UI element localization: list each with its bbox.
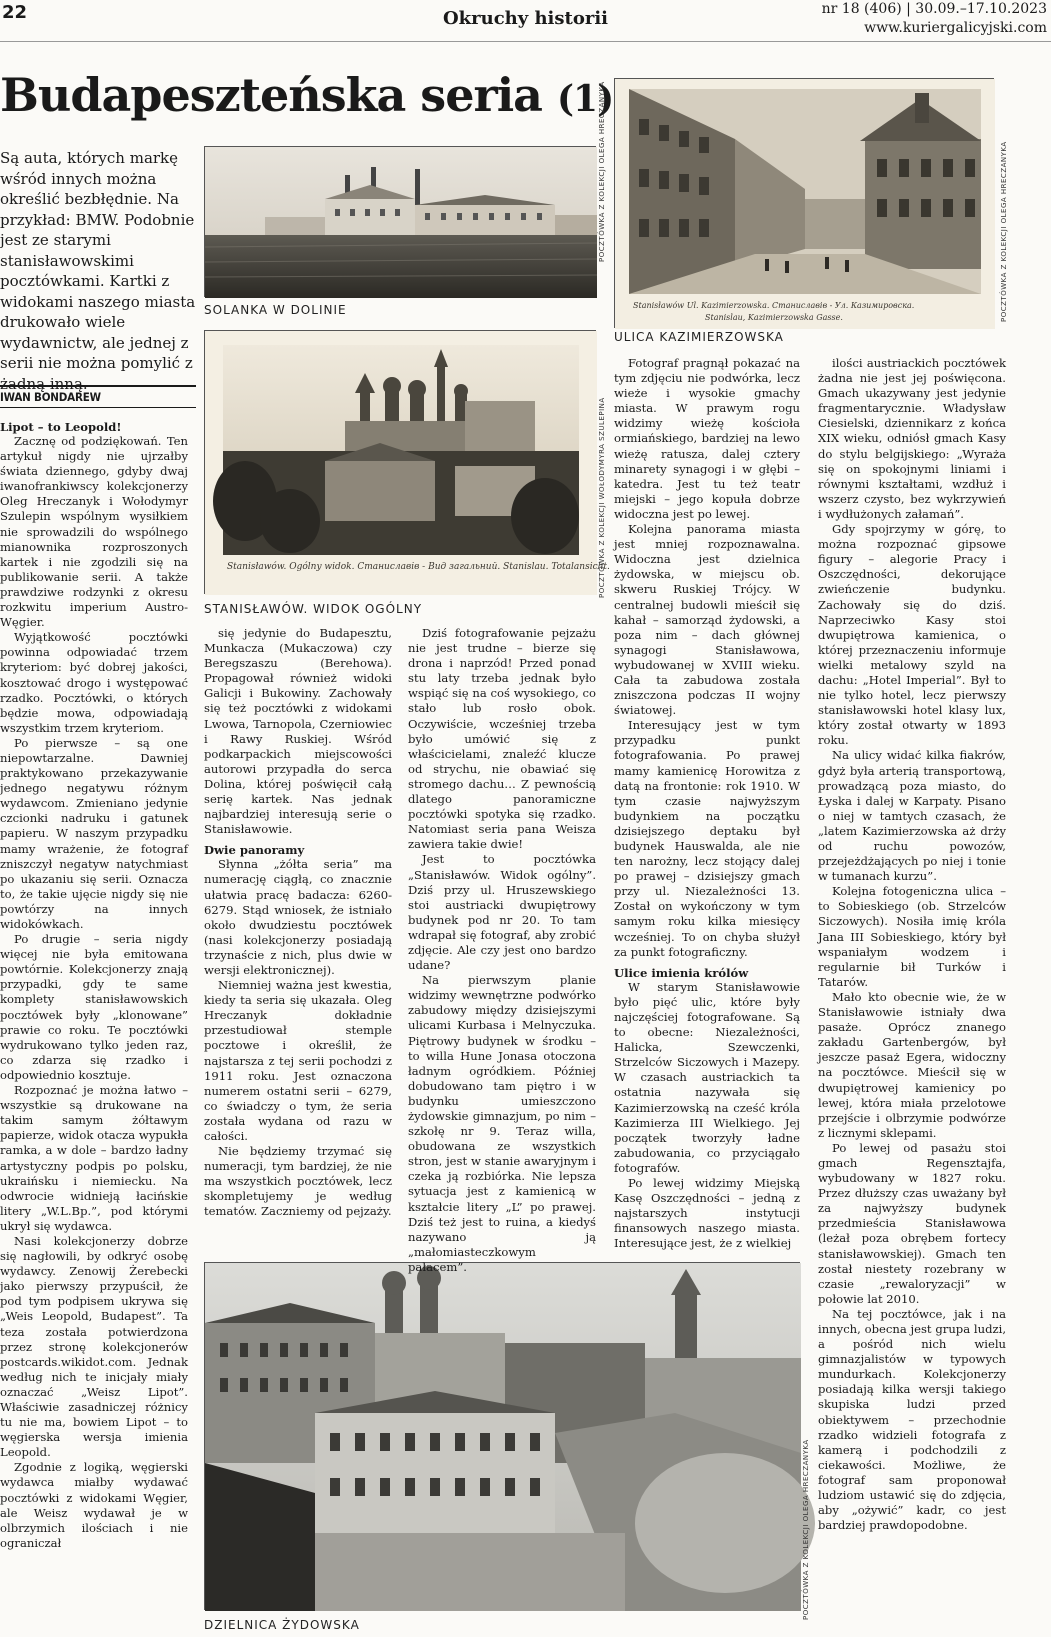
page-number: 22	[2, 2, 28, 23]
caption-dzielnica-zydowska: DZIELNICA ŻYDOWSKA	[204, 1618, 360, 1632]
kazimierzowska-print-line-1: Stanisławów Ul. Kazimierzowska. Станиславів - Ул. Казимировска.	[633, 301, 915, 310]
paragraph: Wyjątkowość pocztówki powinna odpowiadać trzem kryteriom: być dobrej jakości, kosztować drogo i występować rzadko. Pocztówki, o których będzie mowa, odpowiadają wszystkim trzem kryteriom.	[0, 630, 188, 735]
issue-number: nr 18 (406) | 30.09.–17.10.2023	[821, 1, 1047, 17]
column-2	[204, 626, 392, 1256]
subheading-dwie-panoramy: Dwie panoramy	[204, 843, 305, 858]
article-lead: Są auta, których markę wśród innych można określić bezbłędnie. Na przykład: BMW. Podobnie jest ze starymi stanisławowskimi pocztówkami. Kartki z widokami naszego miasta drukowało wiele wydawnictw, ale jednej z serii nie można pomylić z żadną inną.	[0, 149, 196, 393]
widok-print-line: Stanisławów. Ogólny widok. Станиславів - Вид загальний. Stanislau. Totalansicht.	[227, 562, 610, 572]
paragraph: Zgodnie z logiką, węgierski wydawca miałby wydawać pocztówki z widokami Węgier, ale Weisz wydawał je w olbrzymich ilościach i nie ograniczał	[0, 1460, 188, 1550]
paragraph: Na ulicy widać kilka fiakrów, gdyż była arterią transportową, prowadzącą poza miasto, do Łyska i dalej w Karpaty. Pisano o niej w tamtych czasach, że „latem Kazimierzowska aż drży od ruchu powozów, przejeżdżających po niej i tonie w tumanach kurzu”.	[818, 748, 1006, 884]
paragraph: W starym Stanisławowie było pięć ulic, które były najczęściej fotografowane. Są to obecne: Niezależności, Halicka, Szewczenki, Strzelców Siczowych i Mazepy. W czasach austriackich ta ostatnia nazywała się Kazimierzowską na cześć króla Kazimierza III Wielkiego. Jej początek tworzyły ładne zabudowania, co przyciągało fotografów.	[614, 979, 800, 1175]
credit-dzielnica-zydowska: POCZTÓWKA Z KOLEKCJI OLEGA HRECZANYKA	[802, 1439, 810, 1620]
paragraph: Niemniej ważna jest kwestia, kiedy ta seria się ukazała. Oleg Hreczanyk dokładnie przestudiował stemple pocztowe i określił, że najstarsza z tej serii pochodzi z 1911 roku. Jest oznaczona numerem ostatni serii – 6279, co świadczy o tym, że seria została wydana od razu w całości.	[204, 978, 392, 1143]
paragraph: Po drugie – seria nigdy więcej nie była emitowana powtórnie. Kolekcjonerzy znają przypadki, gdy te same komplety stanisławowskich pocztówek były „klonowane” prawie co roku. Te pocztówki wydrukowano tylko jeden raz, co zdarza się rzadko i odpowiednio kosztuje.	[0, 932, 188, 1082]
photo-kazimierzowska-image	[615, 79, 995, 329]
paragraph: się jedynie do Budapesztu, Munkacza (Mukaczowa) czy Beregszaszu (Berehowa). Propagował również widoki Galicji i Bukowiny. Zachowały się też pocztówki z widokami Lwowa, Tarnopola, Czerniowiec i Rawy Ruskiej. Wśród podkarpackich miejscowości autorowi przypadła do serca Dolina, której poświęcił całą serię kartek. Nas jednak najbardziej interesują serie o Stanisławowie.	[204, 626, 392, 837]
paragraph: Na pierwszym planie widzimy wewnętrzne podwórko zabudowy między dzisiejszymi ulicami Kurbasa i Melnyczuka. Piętrowy budynek w środku – to willa Hune Jonasa otoczona ładnym ogródkiem. Później dobudowano tam piętro i w budynku umieszczono żydowskie gimnazjum, po nim – szkołę nr 9. Teraz willa, obudowana ze wszystkich stron, jest w stanie awaryjnym i czeka ją rozbiórka. Nie lepsza sytuacja jest z kamienicą w kształcie litery „L” po prawej. Dziś też jest to ruina, a kiedyś nazywano ją „małomiasteczkowym pałacem”.	[408, 973, 596, 1274]
photo-dzielnica-zydowska	[204, 1262, 800, 1610]
paragraph: Po lewej od pasażu stoi gmach Regensztajfa, wybudowany w 1827 roku. Przez dłuższy czas uważany był za najwyższy budynek przedmieścia Stanisławowa (leżał poza obrębem fortecy stanisławowskiej). Gmach ten został niestety rozebrany w czasie „rewaloryzacji” w połowie lat 2010.	[818, 1140, 1006, 1306]
paragraph: Jest to pocztówka „Stanisławów. Widok ogólny”. Dziś przy ul. Hruszewskiego stoi austriacki dwupiętrowy budynek pod nr 20. To tam wdrapał się fotograf, aby zrobić zdjęcie. Ale czy jest ono bardzo udane?	[408, 852, 596, 973]
subheading-ulice-krolow: Ulice imienia królów	[614, 965, 749, 980]
photo-zydowska-image	[205, 1263, 801, 1611]
paragraph: Zacznę od podziękowań. Ten artykuł nigdy nie ujrzałby świata dziennego, gdyby dwaj iwanofrankiwscy kolekcjonerzy Oleg Hreczanyk i Wołodymyr Szulepin wspólnym wysiłkiem nie sprowadzili do wspólnego mianownika rozproszonych kartek i nie zgodzili się na publikowanie serii. A także prawdziwe rodzynki z okresu rozkwitu imperium Austro-Węgier.	[0, 434, 188, 630]
photo-solanka-image	[205, 147, 597, 298]
paragraph: Gdy spojrzymy w górę, to można rozpoznać gipsowe figury – alegorie Pracy i Oszczędności, dekorujące zwieńczenie budynku. Zachowały się do dziś. Naprzeciwko Kasy stoi dwupiętrowa kamienica, o której przeznaczeniu informuje wielki metalowy szyld na dachu: „Hotel Imperial”. Był to nie tylko hotel, lecz pierwszy stanisławowski hotel klasy lux, który został otwarty w 1893 roku.	[818, 522, 1006, 748]
caption-kazimierzowska: ULICA KAZIMIERZOWSKA	[614, 330, 784, 344]
article-title-suffix: (1)	[557, 78, 614, 120]
caption-solanka: SOLANKA W DOLINIE	[204, 303, 347, 317]
paragraph: Kolejna panorama miasta jest mniej rozpoznawalna. Widoczna jest dzielnica żydowska, w miejscu ob. skweru Ruskiej Trójcy. W centralnej budowli mieścił się kahał – samorząd żydowski, a poza nim – dach głównej synagogi Stanisławowa, wybudowanej w XVIII wieku. Cała ta zabudowa została zniszczona podczas II wojny światowej.	[614, 522, 800, 718]
paragraph: Kolejna fotogeniczna ulica – to Sobieskiego (ob. Strzelców Siczowych). Nosiła imię króla Jana III Sobieskiego, który był wspaniałym wodzem i regularnie bił Turków i Tatarów.	[818, 884, 1006, 989]
article-title	[0, 68, 613, 122]
paragraph: Fotograf pragnął pokazać na tym zdjęciu nie podwórka, lecz wieże i wysokie gmachy miasta. W prawym rogu widzimy wieżę kościoła ormiańskiego, bardziej na lewo wieżę ratusza, dalej cztery minarety synagogi i w głębi – katedra. Jest tu też teatr miejski – jego kopuła dobrze widoczna jest po lewej.	[614, 356, 800, 521]
issue-info	[822, 0, 1047, 38]
caption-widok-ogolny: STANISŁAWÓW. WIDOK OGÓLNY	[204, 602, 423, 616]
paragraph: Interesujący jest w tym przypadku punkt fotografowania. Po prawej mamy kamienicę Horowitza z datą na frontonie: rok 1910. W tym czasie najwyższym budynkiem na początku dzisiejszego deptaku był budynek Hauswalda, ale nie ten narożny, lecz stojący dalej po prawej – dzisiejszy gmach przy ul. Niezależności 13. Został on wykończony w tym samym roku kilka miesięcy wcześniej. To on chyba służył za punkt fotograficzny.	[614, 718, 800, 959]
paragraph: Po lewej widzimy Miejską Kasę Oszczędności – jedną z najstarszych instytucji finansowych naszego miasta. Interesujące jest, że z wielkiej	[614, 1175, 800, 1251]
paragraph: Rozpoznać je można łatwo – wszystkie są drukowane na takim samym żółtawym papierze, widok otacza wypukła ramka, a w dole – bardzo ładny artystyczny podpis po polsku, ukraińsku i niemiecku. Na odwrocie widnieją łacińskie litery „W.L.Bp.”, pod którymi ukrył się wydawca.	[0, 1083, 188, 1233]
paragraph: Dziś fotografowanie pejzażu nie jest trudne – bierze się drona i naprzód! Przed ponad stu laty trzeba jednak było wspiąć się na coś wysokiego, co stało lub rosło obok. Oczywiście, wcześniej trzeba było umówić się z właścicielami, znaleźć klucze od strychu, nie obawiać się stromego dachu… Z pewnością dlatego panoramiczne pocztówki spotyka się rzadko. Natomiast seria pana Weisza zawiera takie dwie!	[408, 626, 596, 852]
article-title-main: Budapeszteńska seria	[0, 68, 542, 122]
column-3	[408, 626, 596, 1274]
paragraph: Słynna „żółta seria” ma numerację ciągłą, co znacznie ułatwia pracę badacza: 6260-6279. Stąd wniosek, że istniało około dwudziestu pocztówek (nasi kolekcjonerzy posiadają trzynaście z nich, plus dwie w wersji elektronicznej).	[204, 857, 392, 977]
kazimierzowska-print-line-2: Stanislau, Kazimierzowska Gasse.	[705, 313, 843, 322]
paragraph: Na tej pocztówce, jak i na innych, obecna jest grupa ludzi, a pośród nich wielu gimnazjalistów w typowych mundurkach. Kolekcjonerzy posiadają kilka wersji takiego skupiska ludzi przed obiektywem – przechodnie rzadko widzieli fotografa z kamerą i podchodzili z ciekawości. Możliwe, że fotograf sam proponował ludziom ustawić się do zdjęcia, aby „ożywić” kadr, co jest bardziej prawdopodobne.	[818, 1306, 1006, 1533]
section-title: Okruchy historii	[442, 8, 609, 29]
page-header	[0, 0, 1051, 42]
paragraph: ilości austriackich pocztówek żadna nie jest jej poświęcona. Gmach ukazywany jest jedynie fragmentarycznie. Władysław Ciesielski, dziennikarz z końca XIX wieku, odniósł gmach Kasy do stylu belgijskiego: „Wyraża się on spokojnymi liniami i równymi kształtami, wzdłuż i wszerz czysto, bez wykrzywień i wydłużonych załamań”.	[818, 356, 1006, 521]
column-4	[614, 356, 800, 1256]
paragraph: Mało kto obecnie wie, że w Stanisławowie istniały dwa pasaże. Oprócz znanego zakładu Gartenbergów, był jeszcze pasaż Egera, widoczny na pocztówce. Mieścił się w dwupiętrowej kamienicy po lewej, która miała przelotowe przejście i olbrzymie podwórze z licznymi sklepami.	[818, 989, 1006, 1140]
paragraph: Nie będziemy trzymać się numeracji, tym bardziej, że nie ma wszystkich pocztówek, lecz skompletujemy je według tematów. Zaczniemy od pejzaży.	[204, 1144, 392, 1219]
photo-kazimierzowska	[614, 78, 994, 328]
credit-solanka: POCZTÓWKA Z KOLEKCJI OLEGA HRECZANYKA	[598, 81, 606, 262]
paragraph: Nasi kolekcjonerzy dobrze się nagłowili, by odkryć osobę wydawcy. Zenowij Żerebecki jako pierwszy przypuścił, że pod tym podpisem ukrywa się „Weis Leopold, Budapest”. Ta teza została potwierdzona przez stronę kolekcjonerów postcards.wikidot.com. Jednak według nich te inicjały miały oznaczać „Weisz Lipot”. Właściwie zasadniczej różnicy tu nie ma, bowiem Lipot – to węgierska wersja imienia Leopold.	[0, 1233, 188, 1460]
column-1	[0, 420, 188, 1635]
column-5	[818, 356, 1006, 1634]
paragraph: Po pierwsze – są one niepowtarzalne. Dawniej praktykowano przekazywanie jednego negatywu różnym wydawcom. Zmieniano jedynie czcionki nadruku i gatunek papieru. W naszym przypadku mamy wrażenie, że fotograf zniszczył negatyw natychmiast po ukazaniu się serii. Oznacza to, że takie ujęcie nigdy się nie powtórzy na innych widokówkach.	[0, 735, 188, 931]
website-link[interactable]: www.kuriergalicyjski.com	[864, 20, 1047, 36]
author-byline: IWAN BONDAREW	[0, 385, 196, 408]
credit-widok-ogolny: POCZTÓWKA Z KOLEKCJI WOŁODYMYRA SZULEPINA	[598, 397, 606, 598]
subheading-lipot: Lipot – to Leopold!	[0, 420, 122, 434]
credit-kazimierzowska: POCZTÓWKA Z KOLEKCJI OLEGA HRECZANYKA	[1000, 141, 1008, 322]
photo-solanka	[204, 146, 596, 297]
